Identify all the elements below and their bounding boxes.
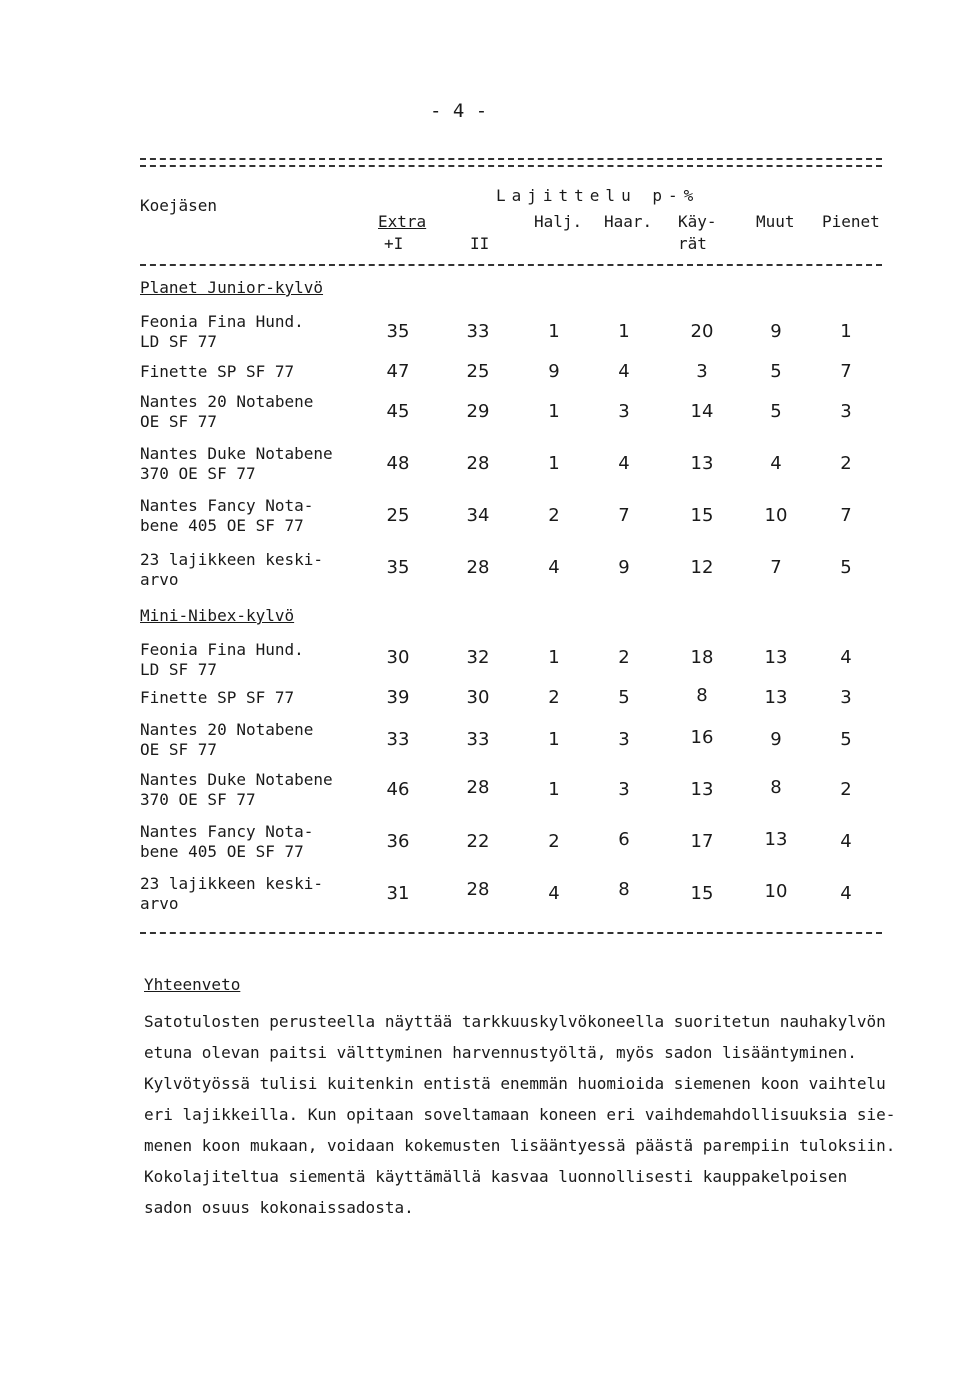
col-header-kayrat: Käy-: [678, 212, 717, 231]
section-title-planet-junior: Planet Junior-kylvö: [140, 278, 324, 297]
cell-value: 13: [764, 687, 788, 708]
col-header-kayrat-sub: rät: [678, 234, 707, 253]
cell-value: 4: [618, 361, 630, 382]
cell-value: 3: [840, 687, 852, 708]
cell-value: 35: [386, 557, 410, 578]
cell-value: 12: [690, 557, 714, 578]
table-bottom-dashed-rule: [140, 932, 882, 934]
cell-value: 17: [690, 831, 714, 852]
row-label: 23 lajikkeen keski-: [140, 874, 324, 893]
cell-value: 28: [466, 453, 490, 474]
cell-value: 7: [840, 361, 852, 382]
cell-value: 32: [466, 647, 490, 668]
summary-paragraph: [144, 1011, 934, 1228]
cell-value: 28: [466, 777, 490, 798]
cell-value: 2: [548, 687, 560, 708]
cell-value: 39: [386, 687, 410, 708]
cell-value: 34: [466, 505, 490, 526]
cell-value: 2: [840, 453, 852, 474]
cell-value: 4: [840, 647, 852, 668]
header-dashed-rule: [140, 264, 882, 266]
cell-value: 46: [386, 779, 410, 800]
cell-value: 2: [548, 505, 560, 526]
col-header-haar: Haar.: [604, 212, 653, 231]
cell-value: 25: [386, 505, 410, 526]
row-label-cont: OE SF 77: [140, 412, 218, 431]
top-double-rule: [140, 158, 882, 167]
col-header-extra: Extra: [378, 212, 427, 231]
cell-value: 20: [690, 321, 714, 342]
cell-value: 5: [840, 557, 852, 578]
row-label: Nantes Fancy Nota-: [140, 822, 314, 841]
cell-value: 3: [618, 401, 630, 422]
cell-value: 1: [840, 321, 852, 342]
row-label: Feonia Fina Hund.: [140, 312, 304, 331]
summary-line: Kokolajiteltua siementä käyttämällä kasvaa luonnollisesti kauppakelpoisen: [144, 1167, 848, 1186]
cell-value: 13: [764, 647, 788, 668]
cell-value: 1: [618, 321, 630, 342]
cell-value: 6: [618, 829, 630, 850]
row-label-cont: arvo: [140, 894, 179, 913]
cell-value: 9: [770, 321, 782, 342]
cell-value: 4: [840, 883, 852, 904]
row-label: Feonia Fina Hund.: [140, 640, 304, 659]
cell-value: 1: [548, 321, 560, 342]
row-label-cont: bene 405 OE SF 77: [140, 842, 304, 861]
cell-value: 18: [690, 647, 714, 668]
col-header-pienet: Pienet: [822, 212, 880, 231]
cell-value: 15: [690, 505, 714, 526]
cell-value: 9: [548, 361, 560, 382]
col-header-muut: Muut: [756, 212, 795, 231]
row-header: Koejäsen: [140, 196, 218, 215]
row-label-cont: OE SF 77: [140, 740, 218, 759]
cell-value: 9: [770, 729, 782, 750]
summary-line: sadon osuus kokonaissadosta.: [144, 1198, 414, 1217]
cell-value: 4: [548, 883, 560, 904]
row-label-cont: LD SF 77: [140, 660, 218, 679]
cell-value: 28: [466, 557, 490, 578]
cell-value: 2: [840, 779, 852, 800]
row-label: 23 lajikkeen keski-: [140, 550, 324, 569]
summary-line: menen koon mukaan, voidaan kokemusten lisääntyessä päästä parempiin tuloksiin.: [144, 1136, 896, 1155]
cell-value: 3: [618, 729, 630, 750]
cell-value: 8: [696, 685, 708, 706]
summary-line: eri lajikkeilla. Kun opitaan soveltamaan koneen eri vaihdemahdollisuuksia sie-: [144, 1105, 896, 1124]
cell-value: 1: [548, 453, 560, 474]
cell-value: 13: [764, 829, 788, 850]
cell-value: 9: [618, 557, 630, 578]
section-title-mini-nibex: Mini-Nibex-kylvö: [140, 606, 295, 625]
cell-value: 4: [770, 453, 782, 474]
row-label: Finette SP SF 77: [140, 362, 295, 381]
cell-value: 1: [548, 401, 560, 422]
cell-value: 2: [618, 647, 630, 668]
cell-value: 7: [618, 505, 630, 526]
cell-value: 3: [840, 401, 852, 422]
col-header-ii: II: [470, 234, 490, 253]
cell-value: 30: [386, 647, 410, 668]
summary-line: Kylvötyössä tulisi kuitenkin entistä enemmän huomioida siemenen koon vaihtelu: [144, 1074, 886, 1093]
cell-value: 3: [696, 361, 708, 382]
summary-line: Satotulosten perusteella näyttää tarkkuuskylvökoneella suoritetun nauhakylvön: [144, 1012, 886, 1031]
cell-value: 8: [770, 777, 782, 798]
cell-value: 4: [618, 453, 630, 474]
cell-value: 5: [840, 729, 852, 750]
row-label: Nantes Duke Notabene: [140, 444, 333, 463]
cell-value: 10: [764, 505, 788, 526]
cell-value: 47: [386, 361, 410, 382]
row-label: Nantes 20 Notabene: [140, 720, 314, 739]
row-label-cont: bene 405 OE SF 77: [140, 516, 304, 535]
cell-value: 7: [770, 557, 782, 578]
cell-value: 33: [386, 729, 410, 750]
cell-value: 5: [770, 361, 782, 382]
cell-value: 13: [690, 779, 714, 800]
cell-value: 8: [618, 879, 630, 900]
summary-line: etuna olevan paitsi välttyminen harvennustyöltä, myös sadon lisääntyminen.: [144, 1043, 857, 1062]
cell-value: 4: [548, 557, 560, 578]
cell-value: 30: [466, 687, 490, 708]
cell-value: 4: [840, 831, 852, 852]
cell-value: 35: [386, 321, 410, 342]
cell-value: 33: [466, 321, 490, 342]
cell-value: 22: [466, 831, 490, 852]
cell-value: 29: [466, 401, 490, 422]
summary-heading: Yhteenveto: [144, 975, 241, 994]
cell-value: 31: [386, 883, 410, 904]
cell-value: 15: [690, 883, 714, 904]
cell-value: 1: [548, 647, 560, 668]
cell-value: 36: [386, 831, 410, 852]
cell-value: 16: [690, 727, 714, 748]
row-label-cont: 370 OE SF 77: [140, 790, 256, 809]
row-label: Nantes 20 Notabene: [140, 392, 314, 411]
cell-value: 5: [770, 401, 782, 422]
cell-value: 45: [386, 401, 410, 422]
col-header-extra-sub: +I: [384, 234, 404, 253]
cell-value: 14: [690, 401, 714, 422]
cell-value: 7: [840, 505, 852, 526]
cell-value: 5: [618, 687, 630, 708]
cell-value: 28: [466, 879, 490, 900]
cell-value: 10: [764, 881, 788, 902]
cell-value: 13: [690, 453, 714, 474]
cell-value: 3: [618, 779, 630, 800]
page-number: - 4 -: [430, 100, 488, 122]
row-label-cont: arvo: [140, 570, 179, 589]
cell-value: 1: [548, 729, 560, 750]
col-header-halj: Halj.: [534, 212, 583, 231]
row-label: Nantes Fancy Nota-: [140, 496, 314, 515]
row-label-cont: LD SF 77: [140, 332, 218, 351]
cell-value: 48: [386, 453, 410, 474]
cell-value: 1: [548, 779, 560, 800]
row-label: Nantes Duke Notabene: [140, 770, 333, 789]
cell-value: 2: [548, 831, 560, 852]
group-title: Lajittelu p-%: [496, 186, 700, 205]
row-label-cont: 370 OE SF 77: [140, 464, 256, 483]
cell-value: 25: [466, 361, 490, 382]
cell-value: 33: [466, 729, 490, 750]
row-label: Finette SP SF 77: [140, 688, 295, 707]
